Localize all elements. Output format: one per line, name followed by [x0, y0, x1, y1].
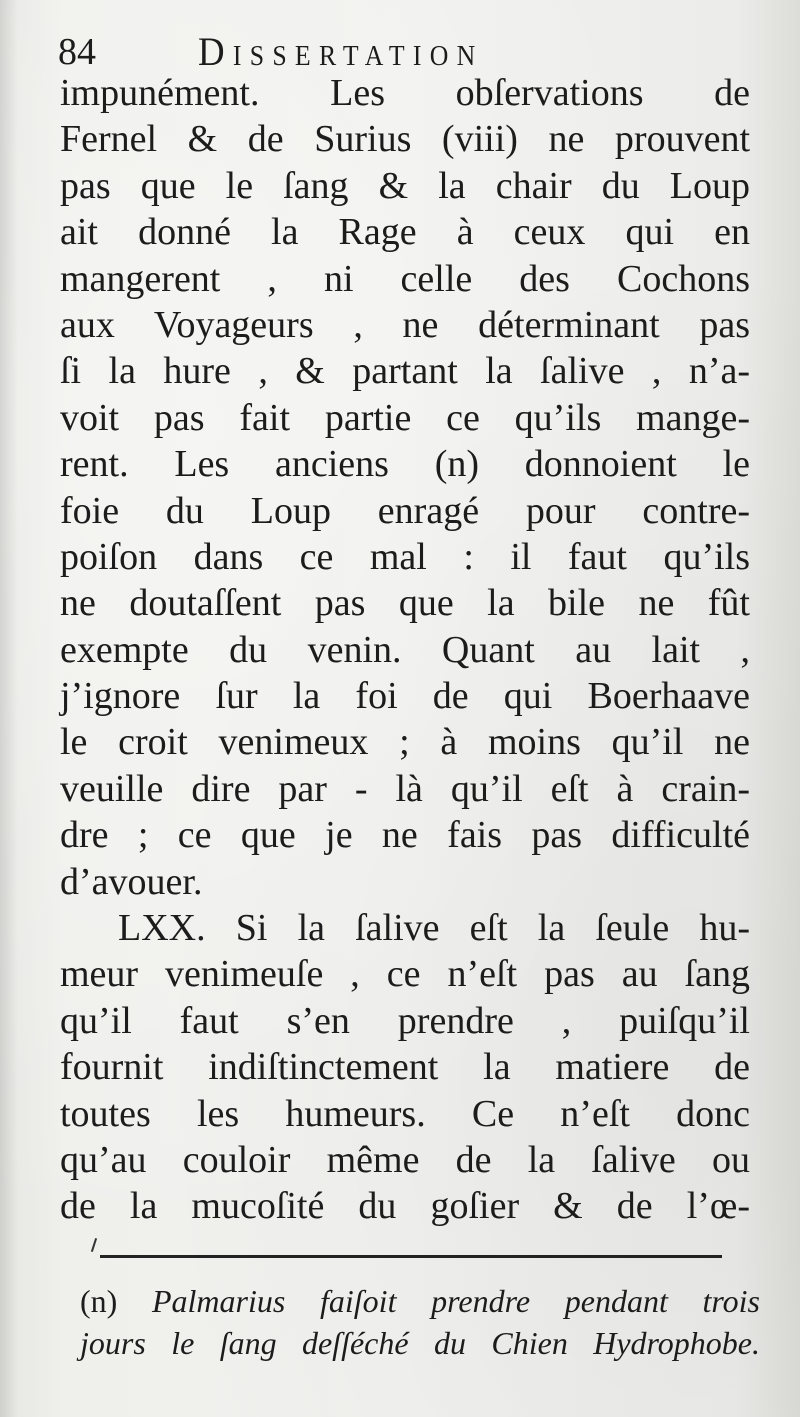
main-text [60, 70, 750, 1230]
text-line: qu’au couloir même de la ſalive ou [60, 1138, 750, 1181]
text-line: ait donné la Rage à ceux qui en [60, 211, 750, 254]
text-line: qu’il faut s’en prendre , puiſqu’il [60, 999, 750, 1042]
paragraph-start-line: LXX. Si la ſalive eſt la ſeule hu- [118, 907, 750, 950]
footnote-marker: (n) [80, 1283, 118, 1319]
text-line: veuille dire par - là qu’il eſt à crain- [60, 767, 750, 810]
page-gutter-shadow [0, 0, 18, 1417]
text-line: dre ; ce que je ne fais pas difficulté [60, 814, 750, 857]
text-line: meur venimeuſe , ce n’eſt pas au ſang [60, 953, 750, 996]
text-line: mangerent , ni celle des Cochons [60, 257, 750, 300]
text-line: Fernel & de Surius (viii) ne prouvent [60, 118, 750, 161]
text-line: aux Voyageurs , ne déterminant pas [60, 303, 750, 346]
text-line: exempte du venin. Quant au lait , [60, 628, 750, 671]
text-line: voit pas fait partie ce qu’ils mange- [60, 396, 750, 439]
text-line: foie du Loup enragé pour contre- [60, 489, 750, 532]
text-line: fournit indiſtinctement la matiere de [60, 1046, 750, 1089]
footnote [80, 1280, 760, 1364]
text-line: impunément. Les obſervations de [60, 72, 750, 114]
rule-mark [91, 1238, 97, 1252]
text-line: ne doutaſſent pas que la bile ne fût [60, 582, 750, 625]
footnote-line: jours le ſang deſſéché du Chien Hydrophobe. [80, 1325, 760, 1361]
footnote-line [80, 1280, 760, 1322]
text-line: ſi la hure , & partant la ſalive , n’a- [60, 350, 750, 393]
text-line: j’ignore ſur la foi de qui Boerhaave [60, 675, 750, 718]
footnote-text: Palmarius faiſoit prendre pendant trois [151, 1283, 760, 1319]
page-number: 84 [58, 31, 96, 73]
text-line: rent. Les anciens (n) donnoient le [60, 443, 750, 486]
footnote-rule [100, 1255, 722, 1258]
text-line: pas que le ſang & la chair du Loup [60, 164, 750, 207]
text-line: poiſon dans ce mal : il faut qu’ils [60, 535, 750, 578]
text-line: toutes les humeurs. Ce n’eſt donc [60, 1092, 750, 1135]
text-line: le croit venimeux ; à moins qu’il ne [60, 721, 750, 764]
page-header [58, 26, 758, 74]
text-line: d’avouer. [60, 860, 203, 903]
text-line: de la mucoſité du goſier & de l’œ- [60, 1185, 750, 1228]
running-head: Dissertation [198, 29, 484, 74]
